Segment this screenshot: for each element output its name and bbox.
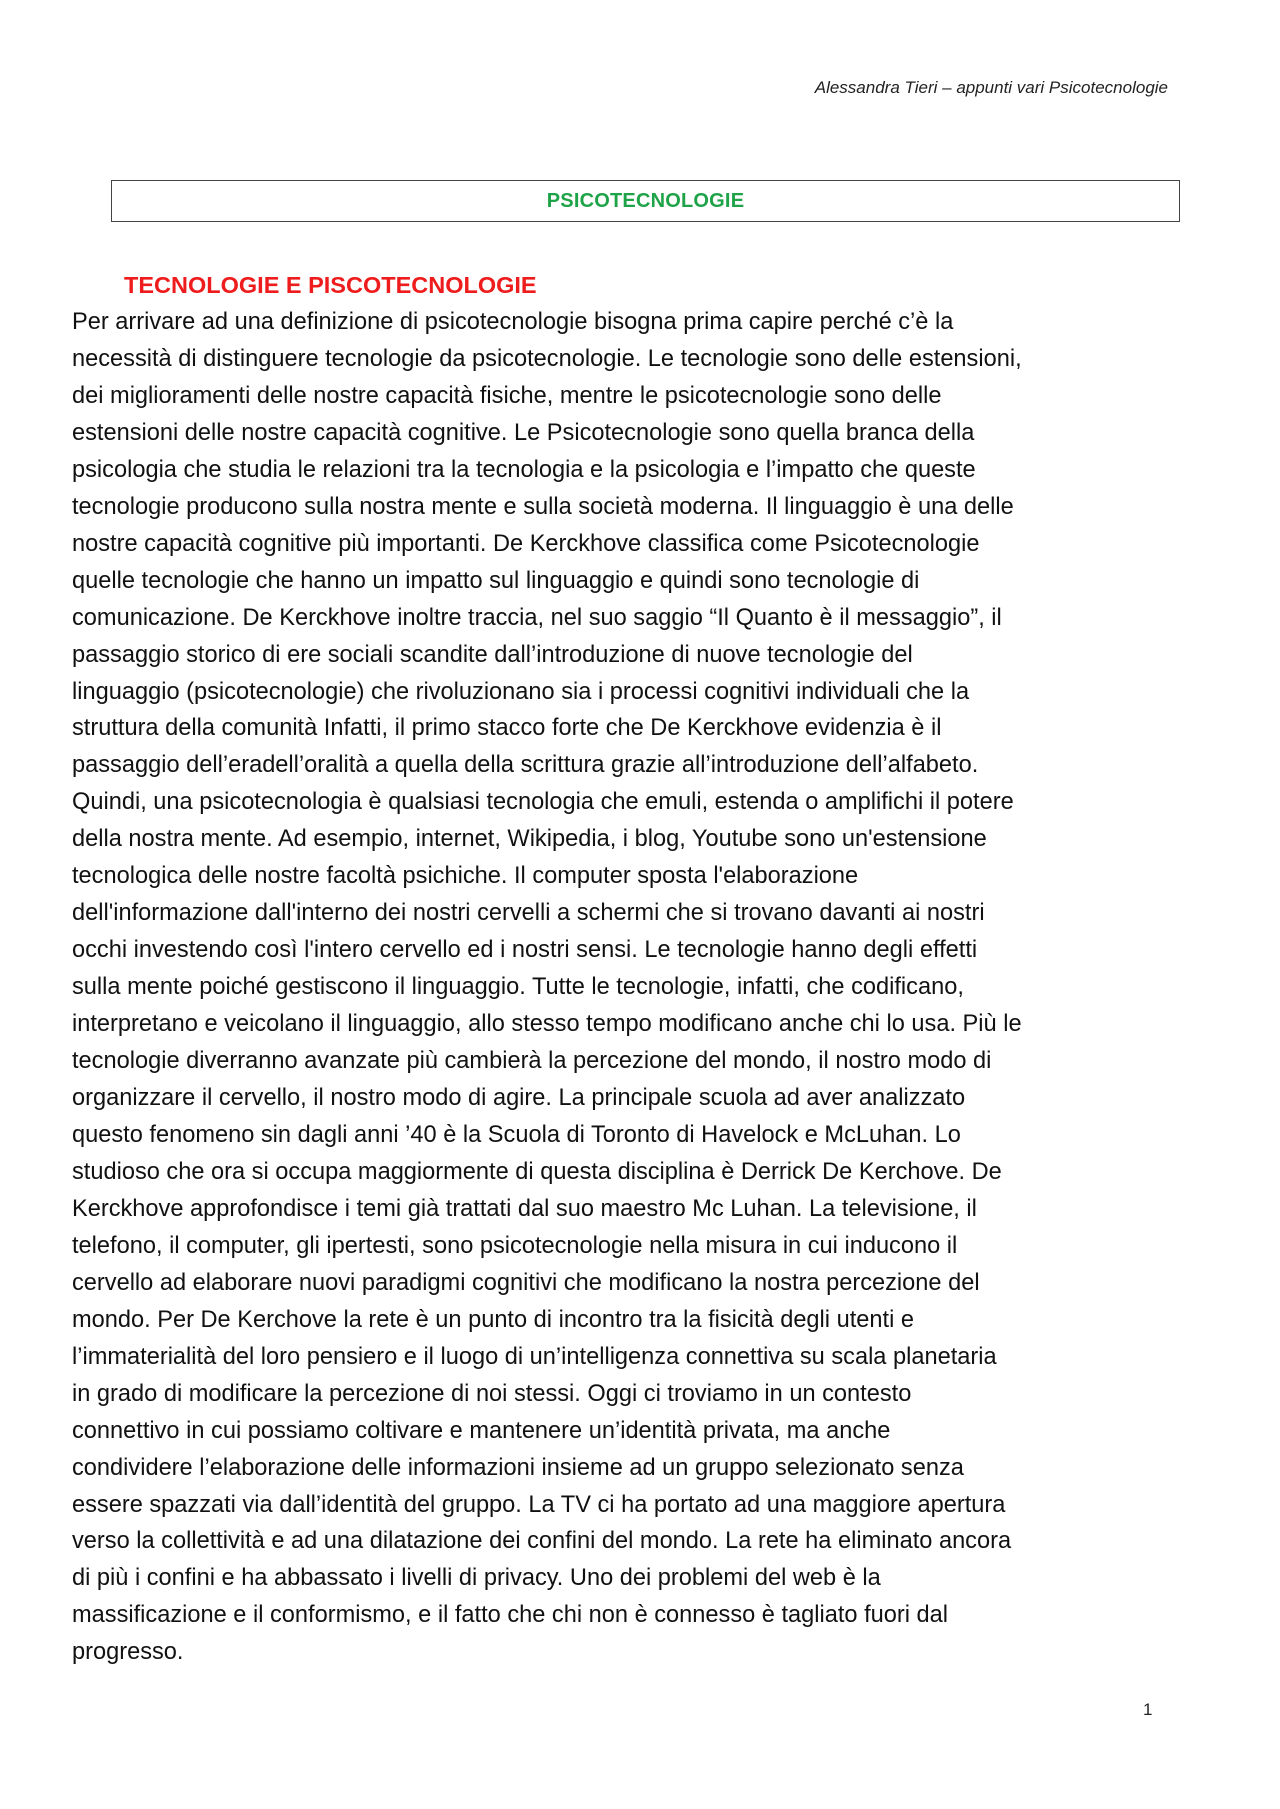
text-line: connettivo in cui possiamo coltivare e mantenere un’identità privata, ma anche xyxy=(72,1417,891,1444)
page-header: Alessandra Tieri – appunti vari Psicotecnologie xyxy=(814,78,1168,97)
text-line: estensioni delle nostre capacità cognitive. Le Psicotecnologie sono quella branca della xyxy=(72,419,975,446)
text-line: comunicazione. De Kerckhove inoltre traccia, nel suo saggio “Il Quanto è il messaggio”, il xyxy=(72,604,1002,631)
text-line: organizzare il cervello, il nostro modo di agire. La principale scuola ad aver analizzato xyxy=(72,1085,966,1112)
text-line: occhi investendo così l'intero cervello ed i nostri sensi. Le tecnologie hanno degli effetti xyxy=(72,937,978,964)
text-line: dei miglioramenti delle nostre capacità fisiche, mentre le psicotecnologie sono delle xyxy=(72,382,942,409)
text-line: tecnologica delle nostre facoltà psichiche. Il computer sposta l'elaborazione xyxy=(72,863,859,890)
title-box xyxy=(111,180,1180,222)
text-line: necessità di distinguere tecnologie da psicotecnologie. Le tecnologie sono delle estensioni, xyxy=(72,345,1022,372)
text-line: telefono, il computer, gli ipertesti, sono psicotecnologie nella misura in cui inducono il xyxy=(72,1232,958,1259)
text-line: cervello ad elaborare nuovi paradigmi cognitivi che modificano la nostra percezione del xyxy=(72,1269,980,1296)
text-line: struttura della comunità Infatti, il primo stacco forte che De Kerckhove evidenzia è il xyxy=(72,715,942,742)
text-line: progresso. xyxy=(72,1639,184,1666)
text-line: passaggio storico di ere sociali scandite dall’introduzione di nuove tecnologie del xyxy=(72,641,913,668)
section-heading: TECNOLOGIE E PISCOTECNOLOGIE xyxy=(124,272,537,298)
text-line: mondo. Per De Kerchove la rete è un punto di incontro tra la fisicità degli utenti e xyxy=(72,1306,914,1333)
text-line: sulla mente poiché gestiscono il linguaggio. Tutte le tecnologie, infatti, che codificano, xyxy=(72,974,964,1001)
text-line: psicologia che studia le relazioni tra la tecnologia e la psicologia e l’impatto che queste xyxy=(72,456,976,483)
text-line: tecnologie producono sulla nostra mente e sulla società moderna. Il linguaggio è una delle xyxy=(72,493,1014,520)
body-paragraph xyxy=(72,304,1192,1671)
text-line: essere spazzati via dall’identità del gruppo. La TV ci ha portato ad una maggiore apertura xyxy=(72,1491,1006,1518)
text-line: dell'informazione dall'interno dei nostri cervelli a schermi che si trovano davanti ai nostri xyxy=(72,900,985,927)
text-line: della nostra mente. Ad esempio, internet, Wikipedia, i blog, Youtube sono un'estensione xyxy=(72,826,987,853)
page-number: 1 xyxy=(1143,1700,1153,1719)
text-line: nostre capacità cognitive più importanti. De Kerckhove classifica come Psicotecnologie xyxy=(72,530,980,557)
text-line: tecnologie diverranno avanzate più cambierà la percezione del mondo, il nostro modo di xyxy=(72,1048,992,1075)
document-title: PSICOTECNOLOGIE xyxy=(546,189,745,212)
text-line: quelle tecnologie che hanno un impatto sul linguaggio e quindi sono tecnologie di xyxy=(72,567,920,594)
text-line: l’immaterialità del loro pensiero e il luogo di un’intelligenza connettiva su scala planetaria xyxy=(72,1343,997,1370)
text-line: massificazione e il conformismo, e il fatto che chi non è connesso è tagliato fuori dal xyxy=(72,1602,949,1629)
text-line: di più i confini e ha abbassato i livelli di privacy. Uno dei problemi del web è la xyxy=(72,1565,881,1592)
text-line: verso la collettività e ad una dilatazione dei confini del mondo. La rete ha eliminato ancora xyxy=(72,1528,1012,1555)
text-line: Per arrivare ad una definizione di psicotecnologie bisogna prima capire perché c’è la xyxy=(72,309,954,335)
text-line: studioso che ora si occupa maggiormente di questa disciplina è Derrick De Kerchove. De xyxy=(72,1158,1002,1185)
text-line: passaggio dell’eradell’oralità a quella della scrittura grazie all’introduzione dell’alfabeto. xyxy=(72,752,979,779)
text-line: in grado di modificare la percezione di noi stessi. Oggi ci troviamo in un contesto xyxy=(72,1380,912,1407)
text-line: Quindi, una psicotecnologia è qualsiasi tecnologia che emuli, estenda o amplifichi il potere xyxy=(72,789,1014,816)
text-line: linguaggio (psicotecnologie) che rivoluzionano sia i processi cognitivi individuali che la xyxy=(72,678,970,705)
text-line: interpretano e veicolano il linguaggio, allo stesso tempo modificano anche chi lo usa. Più le xyxy=(72,1011,1022,1038)
text-line: questo fenomeno sin dagli anni ’40 è la Scuola di Toronto di Havelock e McLuhan. Lo xyxy=(72,1121,961,1148)
text-line: condividere l’elaborazione delle informazioni insieme ad un gruppo selezionato senza xyxy=(72,1454,964,1481)
text-line: Kerckhove approfondisce i temi già trattati dal suo maestro Mc Luhan. La televisione, il xyxy=(72,1195,977,1222)
